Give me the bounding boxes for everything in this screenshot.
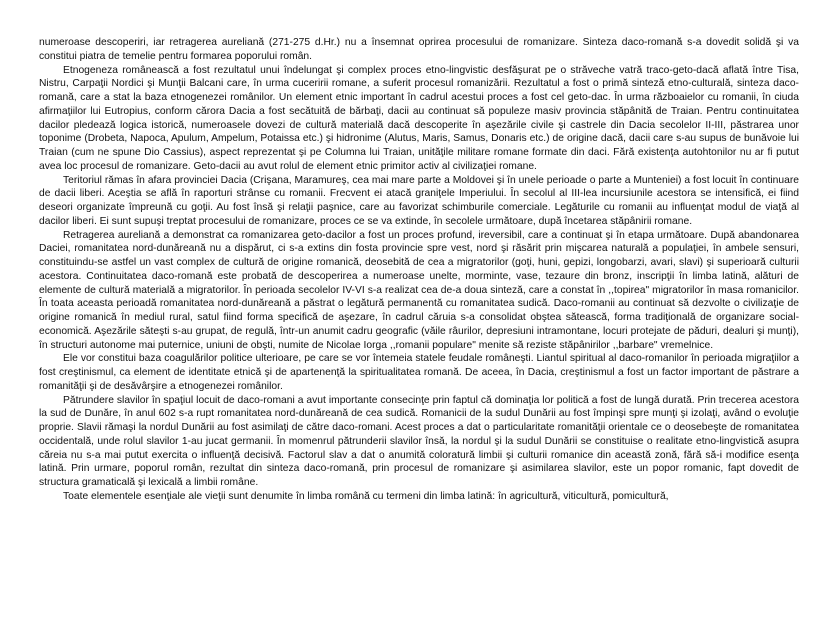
paragraph: Pătrundere slavilor în spaţiul locuit de daco-romani a avut importante consecinţe prin faptul că dominaţia lor politică a fost de lungă durată. Prin trecerea acestora la sud de Dunăre, în anul 602 s-a rupt romanitatea nord-dunăreană de cea sudică. Romanicii de la sudul Dunării au fost împinşi spre munţi şi izolaţi, având o evoluţie proprie. Slavii rămaşi la nordul Dunării au fost asimilaţi de către daco-romani. Acest proces a dat o particularitate romanităţii orientale ce o deosebeşte de romanitatea occidentală, unde rolul slavilor 1-au jucat germanii. În momenrul pătrunderii slavilor însă, la nordul şi la sudul Dunării se constituise o realitate etno-lingvistică asupra căreia nu s-a mai putut exercita o influenţă decisivă. Factorul slav a dat o anumită coloratură limbii şi culturii romanice din această zonă, fără să-i modifice esenţa latină. Prin urmare, poporul român, rezultat din sinteza daco-romană, prin procesul de romanizare şi asimilarea slavilor, este un popor romanic, fapt dovedit de structura gramaticală şi lexicală a limbii române. [39,394,799,488]
paragraph: Retragerea aureliană a demonstrat ca romanizarea geto-dacilor a fost un proces profund, ireversibil, care a continuat şi în etapa următoare. După abandonarea Daciei, romanitatea nord-dunăreană nu a dispărut, ci s-a extins din fosta provincie spre vest, nord şi răsărit prin mişcarea naturală a populaţiei, în ambele sensuri, constituindu-se astfel un vast complex de cultură de origine romanică, deosebită de cea a migratorilor (goţi, huni, gepizi, longobarzi, avari, slavi) şi superioară culturii acestora. Continuitatea daco-romană este probată de descoperirea a numeroase unelte, morminte, vase, tezaure din bronz, inscripţii în limba latină, alături de elemente de cultură materială a migratorilor. În perioada secolelor IV-VI s-a realizat cea de-a doua sinteză, care a constat în ,,topirea" migratorilor în masa romanicilor. În toata aceasta perioadă romanitatea nord-dunăreană a păstrat o legătură permanentă cu romanitatea sudică. Daco-romanii au continuat să dezvolte o civilizaţie de origine romanică în mediul rural, satul fiind forma specifică de aşezare, în cadrul căruia s-a consolidat obştea sătească, forma tradiţională de organizare social-economică. Aşezările săteşti s-au grupat, de regulă, într-un anumit cadru geografic (văile râurilor, depresiuni intramontane, locuri protejate de păduri, dealuri şi munţi), în structuri autonome mai puternice, uniuni de obşti, numite de Nicolae Iorga ,,romanii populare" menite să reziste stăpânirilor ,,barbare" vremelnice. [39,229,799,351]
paragraph: Ele vor constitui baza coagulărilor politice ulterioare, pe care se vor întemeia statele feudale româneşti. Liantul spiritual al daco-romanilor în perioada migraţiilor a fost creştinismul, ca element de identitate etnică şi de apartenenţă la spiritualitatea romană. De aceea, în Dacia, creştinismul a fost un factor important de păstrare a romanităţii şi de desăvârşire a etnogenezei românilor. [39,353,799,392]
paragraph: Etnogeneza românească a fost rezultatul unui îndelungat şi complex proces etno-lingvistic desfăşurat pe o străveche vatră traco-geto-dacă aflată între Tisa, Nistru, Carpaţii Nordici şi Munţii Balcani care, în urma cuceririi romane, a suferit procesul romanizării. Rezultatul a fost o primă sinteză etno-culturală, sinteza daco-romană, care a stat la baza etnogenezei românilor. Un element etnic important în cadrul acestui proces a fost cel geto-dac. În urma războaielor cu romanii, în ciuda afirmaţiilor lui Eutropius, conform cărora Dacia a fost secătuită de bărbaţi, dacii au continuat să populeze masiv provincia stăpânită de Traian. Pentru continuitatea dacilor pledează logica istorică, numeroasele dovezi de cultură materială dacă descoperite în aşezările civile şi castrele din Dacia secolelor II-III, păstrarea unor toponime (Drobeta, Napoca, Apulum, Ampelum, Potaissa etc.) şi hidronime (Alutus, Maris, Samus, Donaris etc.) de origine dacă, dacii care s-au supus de bunăvoie lui Traian (cum ne spune Dio Cassius), aspect reprezentat şi pe Columna lui Traian, unităţile militare romane formate din daci. Fără existenţa autohtonilor nu ar fi putut avea loc procesul de romanizare. Geto-dacii au avut rolul de element etnic primitor activ al civilizaţiei romane. [39,64,799,172]
document-page [39,36,799,504]
paragraph: numeroase descoperiri, iar retragerea aureliană (271-275 d.Hr.) nu a însemnat oprirea procesului de romanizare. Sinteza daco-romană s-a dovedit solidă şi va constitui piatra de temelie pentru formarea poporului român. [39,37,799,62]
paragraph: Teritoriul rămas în afara provinciei Dacia (Crişana, Maramureş, cea mai mare parte a Moldovei şi în unele perioade o parte a Munteniei) a fost locuit în continuare de dacii liberi. Aceştia se află în raporturi strânse cu romanii. Frecvent ei atacă graniţele Imperiului. În secolul al III-lea incursiunile acestora se intensifică, ei fiind deseori organizate împreună cu goţii. Au fost însă şi relaţii paşnice, care au favorizat schimburile comerciale. Legăturile cu romanii au influenţat modul de viaţă al dacilor liberi. Ei sunt supuşi treptat procesului de romanizare, proces ce se va extinde, în secolele următoare, după încetarea stăpânirii romane. [39,174,799,227]
paragraph: Toate elementele esenţiale ale vieţii sunt denumite în limba română cu termeni din limba latină: în agricultură, viticultură, pomicultură, [63,490,669,502]
